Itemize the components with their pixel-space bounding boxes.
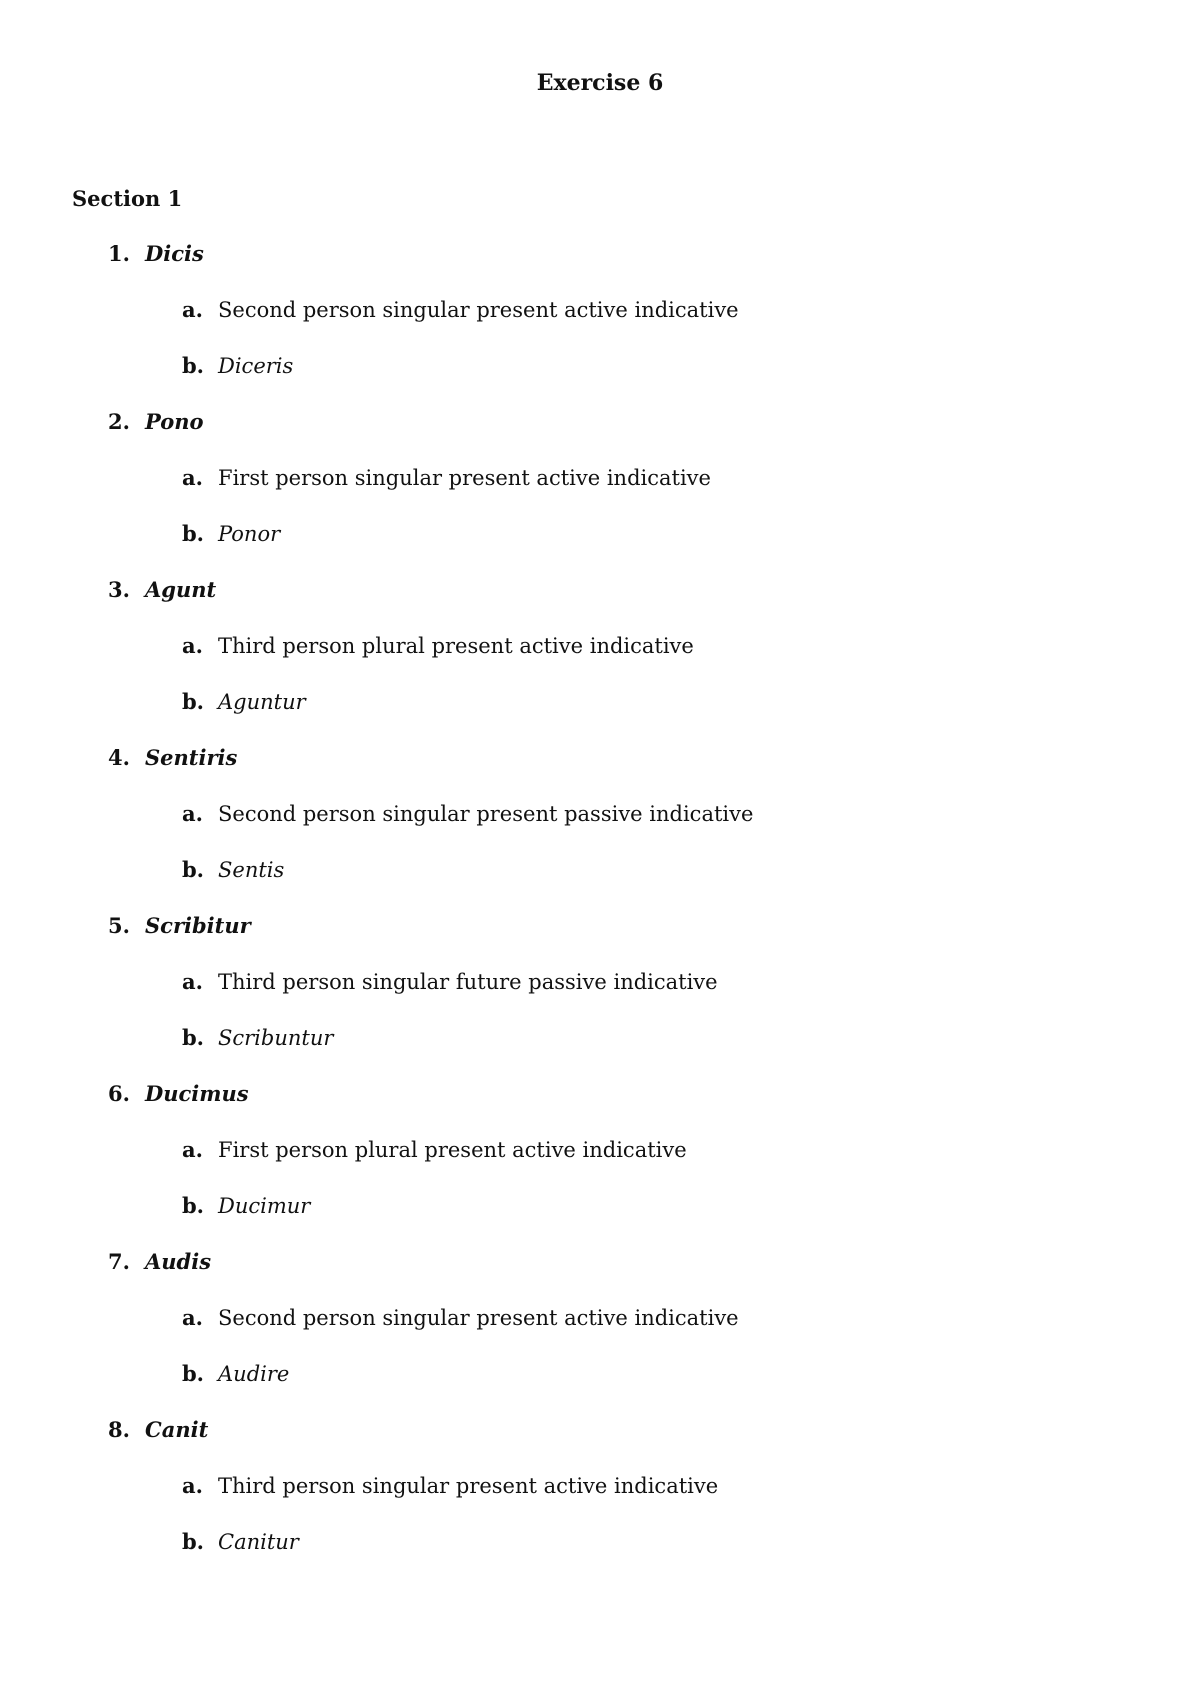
parsing-text: First person singular present active indicative [218, 466, 711, 490]
answer-label: b. [182, 1025, 204, 1050]
exercise-list [0, 238, 1200, 1582]
question-line [0, 406, 1200, 462]
answer-label: b. [182, 689, 204, 714]
latin-word: Pono [145, 409, 204, 434]
question-line [0, 238, 1200, 294]
latin-word: Scribitur [145, 913, 251, 938]
list-item [0, 406, 1200, 574]
answer-b [0, 350, 1200, 406]
list-item [0, 238, 1200, 406]
question-line [0, 1246, 1200, 1302]
answer-b [0, 686, 1200, 742]
answer-label: a. [182, 1137, 203, 1162]
question-number: 1. [108, 241, 130, 266]
list-item [0, 1078, 1200, 1246]
parsing-text: Second person singular present passive indicative [218, 802, 754, 826]
latin-word: Canit [145, 1417, 209, 1442]
converted-form: Audire [218, 1362, 290, 1386]
answer-label: b. [182, 1529, 204, 1554]
answer-label: b. [182, 353, 204, 378]
list-item [0, 574, 1200, 742]
question-line [0, 1414, 1200, 1470]
question-line [0, 574, 1200, 630]
converted-form: Ponor [218, 522, 281, 546]
parsing-text: Second person singular present active indicative [218, 1306, 739, 1330]
answer-b [0, 1190, 1200, 1246]
converted-form: Sentis [218, 858, 285, 882]
list-item [0, 910, 1200, 1078]
answer-a [0, 294, 1200, 350]
question-number: 7. [108, 1249, 130, 1274]
answer-a [0, 462, 1200, 518]
answer-label: b. [182, 857, 204, 882]
page-title: Exercise 6 [536, 70, 664, 96]
answer-label: b. [182, 1361, 204, 1386]
answer-label: a. [182, 1473, 203, 1498]
answer-label: a. [182, 801, 203, 826]
answer-label: a. [182, 1305, 203, 1330]
answer-a [0, 1302, 1200, 1358]
answer-a [0, 1134, 1200, 1190]
latin-word: Ducimus [145, 1081, 249, 1106]
answer-b [0, 1358, 1200, 1414]
list-item [0, 742, 1200, 910]
question-number: 3. [108, 577, 130, 602]
answer-a [0, 798, 1200, 854]
latin-word: Agunt [145, 577, 217, 602]
answer-label: b. [182, 1193, 204, 1218]
question-line [0, 1078, 1200, 1134]
converted-form: Scribuntur [218, 1026, 334, 1050]
answer-a [0, 1470, 1200, 1526]
answer-b [0, 1526, 1200, 1582]
question-number: 5. [108, 913, 130, 938]
answer-b [0, 1022, 1200, 1078]
parsing-text: Second person singular present active indicative [218, 298, 739, 322]
parsing-text: Third person plural present active indicative [218, 634, 694, 658]
section-heading: Section 1 [72, 186, 183, 211]
question-line [0, 910, 1200, 966]
answer-b [0, 518, 1200, 574]
answer-label: a. [182, 297, 203, 322]
list-item [0, 1414, 1200, 1582]
converted-form: Canitur [218, 1530, 299, 1554]
converted-form: Ducimur [218, 1194, 311, 1218]
question-number: 2. [108, 409, 130, 434]
list-item [0, 1246, 1200, 1414]
answer-label: a. [182, 465, 203, 490]
parsing-text: Third person singular present active indicative [218, 1474, 719, 1498]
question-number: 4. [108, 745, 130, 770]
converted-form: Diceris [218, 354, 294, 378]
answer-label: a. [182, 633, 203, 658]
answer-label: a. [182, 969, 203, 994]
answer-a [0, 966, 1200, 1022]
parsing-text: First person plural present active indicative [218, 1138, 687, 1162]
question-line [0, 742, 1200, 798]
answer-b [0, 854, 1200, 910]
parsing-text: Third person singular future passive indicative [218, 970, 718, 994]
converted-form: Aguntur [218, 690, 306, 714]
latin-word: Sentiris [145, 745, 238, 770]
question-number: 6. [108, 1081, 130, 1106]
question-number: 8. [108, 1417, 130, 1442]
answer-a [0, 630, 1200, 686]
latin-word: Dicis [145, 241, 204, 266]
latin-word: Audis [145, 1249, 212, 1274]
answer-label: b. [182, 521, 204, 546]
